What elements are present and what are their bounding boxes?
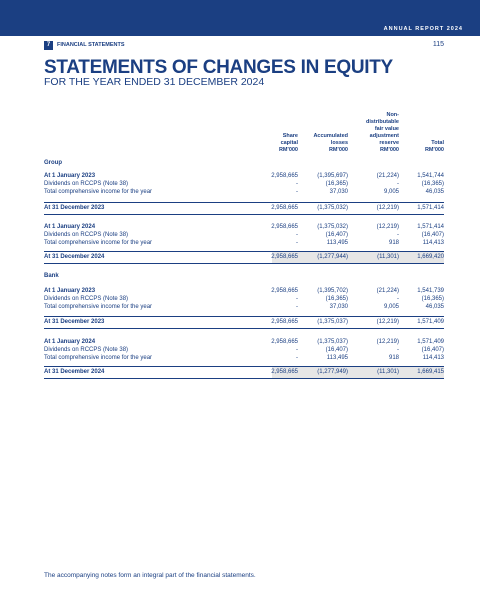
cell-total: 1,541,744 [417, 173, 444, 179]
cell-share-capital: - [296, 189, 298, 195]
cell-accumulated-losses: (1,395,697) [317, 173, 348, 179]
cell-share-capital: 2,958,665 [271, 288, 298, 294]
page-subtitle: FOR THE YEAR ENDED 31 DECEMBER 2024 [44, 76, 265, 88]
cell-fair-value-reserve: (21,224) [376, 288, 399, 294]
row-label: Dividends on RCCPS (Note 38) [44, 296, 129, 302]
cell-total: 114,413 [422, 240, 444, 246]
row-label: At 1 January 2023 [44, 288, 96, 294]
section-title: FINANCIAL STATEMENTS [57, 42, 125, 48]
cell-share-capital: 2,958,665 [271, 339, 298, 345]
row-label: At 1 January 2024 [44, 224, 96, 230]
cell-accumulated-losses: (1,375,032) [317, 224, 348, 230]
column-header-accumulated-losses: Accumulated losses RM'000 [313, 133, 348, 153]
cell-share-capital: - [296, 232, 298, 238]
row-label: Total comprehensive income for the year [44, 355, 153, 361]
total-row [44, 366, 444, 379]
cell-fair-value-reserve: (12,219) [376, 339, 399, 345]
cell-share-capital: - [296, 240, 298, 246]
cell-fair-value-reserve: (12,219) [376, 319, 399, 325]
table-row [44, 355, 444, 363]
cell-accumulated-losses: (16,407) [325, 347, 348, 353]
row-label: Total comprehensive income for the year [44, 189, 153, 195]
group-section-label: Group [44, 160, 62, 166]
cell-total: 1,571,414 [417, 224, 444, 230]
table-row [44, 173, 444, 181]
table-row [44, 296, 444, 304]
cell-fair-value-reserve: (11,301) [377, 369, 399, 375]
row-label: At 31 December 2023 [44, 319, 105, 325]
table-row [44, 189, 444, 197]
table-row [44, 224, 444, 232]
cell-accumulated-losses: 113,495 [326, 355, 348, 361]
cell-fair-value-reserve: (21,224) [376, 173, 399, 179]
cell-fair-value-reserve: - [397, 181, 399, 187]
table-row [44, 288, 444, 296]
total-row [44, 316, 444, 329]
row-label: Dividends on RCCPS (Note 38) [44, 347, 129, 353]
cell-fair-value-reserve: (11,301) [377, 254, 399, 260]
cell-share-capital: - [296, 181, 298, 187]
cell-fair-value-reserve: - [397, 347, 399, 353]
row-label: At 1 January 2024 [44, 339, 96, 345]
cell-accumulated-losses: (1,395,702) [317, 288, 348, 294]
cell-share-capital: - [296, 304, 298, 310]
cell-total: 1,541,739 [417, 288, 444, 294]
footer-note: The accompanying notes form an integral part of the financial statements. [44, 572, 256, 579]
cell-total: (16,365) [421, 181, 444, 187]
cell-total: (16,365) [421, 296, 444, 302]
table-row [44, 181, 444, 189]
row-label: Total comprehensive income for the year [44, 240, 153, 246]
cell-accumulated-losses: (16,365) [325, 181, 348, 187]
cell-fair-value-reserve: - [397, 232, 399, 238]
row-label: At 31 December 2023 [44, 205, 105, 211]
cell-total: (16,407) [421, 232, 444, 238]
cell-fair-value-reserve: 918 [388, 240, 399, 246]
cell-accumulated-losses: (1,375,037) [317, 339, 348, 345]
cell-accumulated-losses: (1,277,944) [317, 254, 348, 260]
cell-share-capital: - [296, 347, 298, 353]
cell-share-capital: 2,958,665 [271, 224, 298, 230]
cell-total: 1,571,414 [417, 205, 444, 211]
row-label: At 31 December 2024 [44, 369, 105, 375]
row-label: Dividends on RCCPS (Note 38) [44, 232, 129, 238]
cell-share-capital: 2,958,665 [271, 319, 298, 325]
cell-share-capital: - [296, 355, 298, 361]
row-label: Dividends on RCCPS (Note 38) [44, 181, 129, 187]
cell-share-capital: 2,958,665 [271, 254, 298, 260]
table-row [44, 232, 444, 240]
cell-total: 46,035 [425, 189, 444, 195]
row-label: At 31 December 2024 [44, 254, 105, 260]
row-label: Total comprehensive income for the year [44, 304, 153, 310]
cell-accumulated-losses: (1,375,037) [317, 319, 348, 325]
bank-section-label: Bank [44, 273, 59, 279]
page-title: STATEMENTS OF CHANGES IN EQUITY [44, 57, 393, 78]
total-row [44, 202, 444, 215]
column-header-total: Total RM'000 [424, 140, 444, 153]
cell-fair-value-reserve: - [397, 296, 399, 302]
cell-share-capital: 2,958,665 [271, 173, 298, 179]
table-row [44, 240, 444, 248]
section-number: 7 [44, 41, 53, 50]
cell-total: 46,035 [425, 304, 444, 310]
cell-accumulated-losses: 37,030 [329, 304, 348, 310]
column-header-share-capital: Share capital RM'000 [278, 133, 298, 153]
cell-fair-value-reserve: 9,005 [383, 304, 399, 310]
row-label: At 1 January 2023 [44, 173, 96, 179]
cell-total: 114,413 [422, 355, 444, 361]
cell-fair-value-reserve: (12,219) [376, 205, 399, 211]
cell-total: (16,407) [421, 347, 444, 353]
section-header [44, 41, 444, 53]
table-row [44, 304, 444, 312]
cell-total: 1,571,409 [417, 339, 444, 345]
total-row [44, 251, 444, 264]
cell-share-capital: 2,958,665 [271, 205, 298, 211]
cell-accumulated-losses: (1,277,949) [317, 369, 348, 375]
cell-fair-value-reserve: (12,219) [376, 224, 399, 230]
cell-accumulated-losses: (16,407) [325, 232, 348, 238]
report-label: ANNUAL REPORT 2024 [383, 26, 463, 32]
cell-fair-value-reserve: 918 [388, 355, 399, 361]
column-header-fair-value-reserve: Non- distributable fair value adjustment reserve RM'000 [365, 112, 399, 153]
cell-total: 1,669,415 [417, 369, 444, 375]
cell-total: 1,669,420 [417, 254, 444, 260]
cell-accumulated-losses: (1,375,032) [317, 205, 348, 211]
cell-accumulated-losses: 113,495 [326, 240, 348, 246]
page-number: 115 [432, 41, 444, 48]
table-row [44, 347, 444, 355]
cell-share-capital: 2,958,665 [271, 369, 298, 375]
cell-total: 1,571,409 [417, 319, 444, 325]
cell-accumulated-losses: 37,030 [329, 189, 348, 195]
header-banner [0, 0, 480, 36]
cell-fair-value-reserve: 9,005 [383, 189, 399, 195]
table-row [44, 339, 444, 347]
cell-accumulated-losses: (16,365) [325, 296, 348, 302]
cell-share-capital: - [296, 296, 298, 302]
